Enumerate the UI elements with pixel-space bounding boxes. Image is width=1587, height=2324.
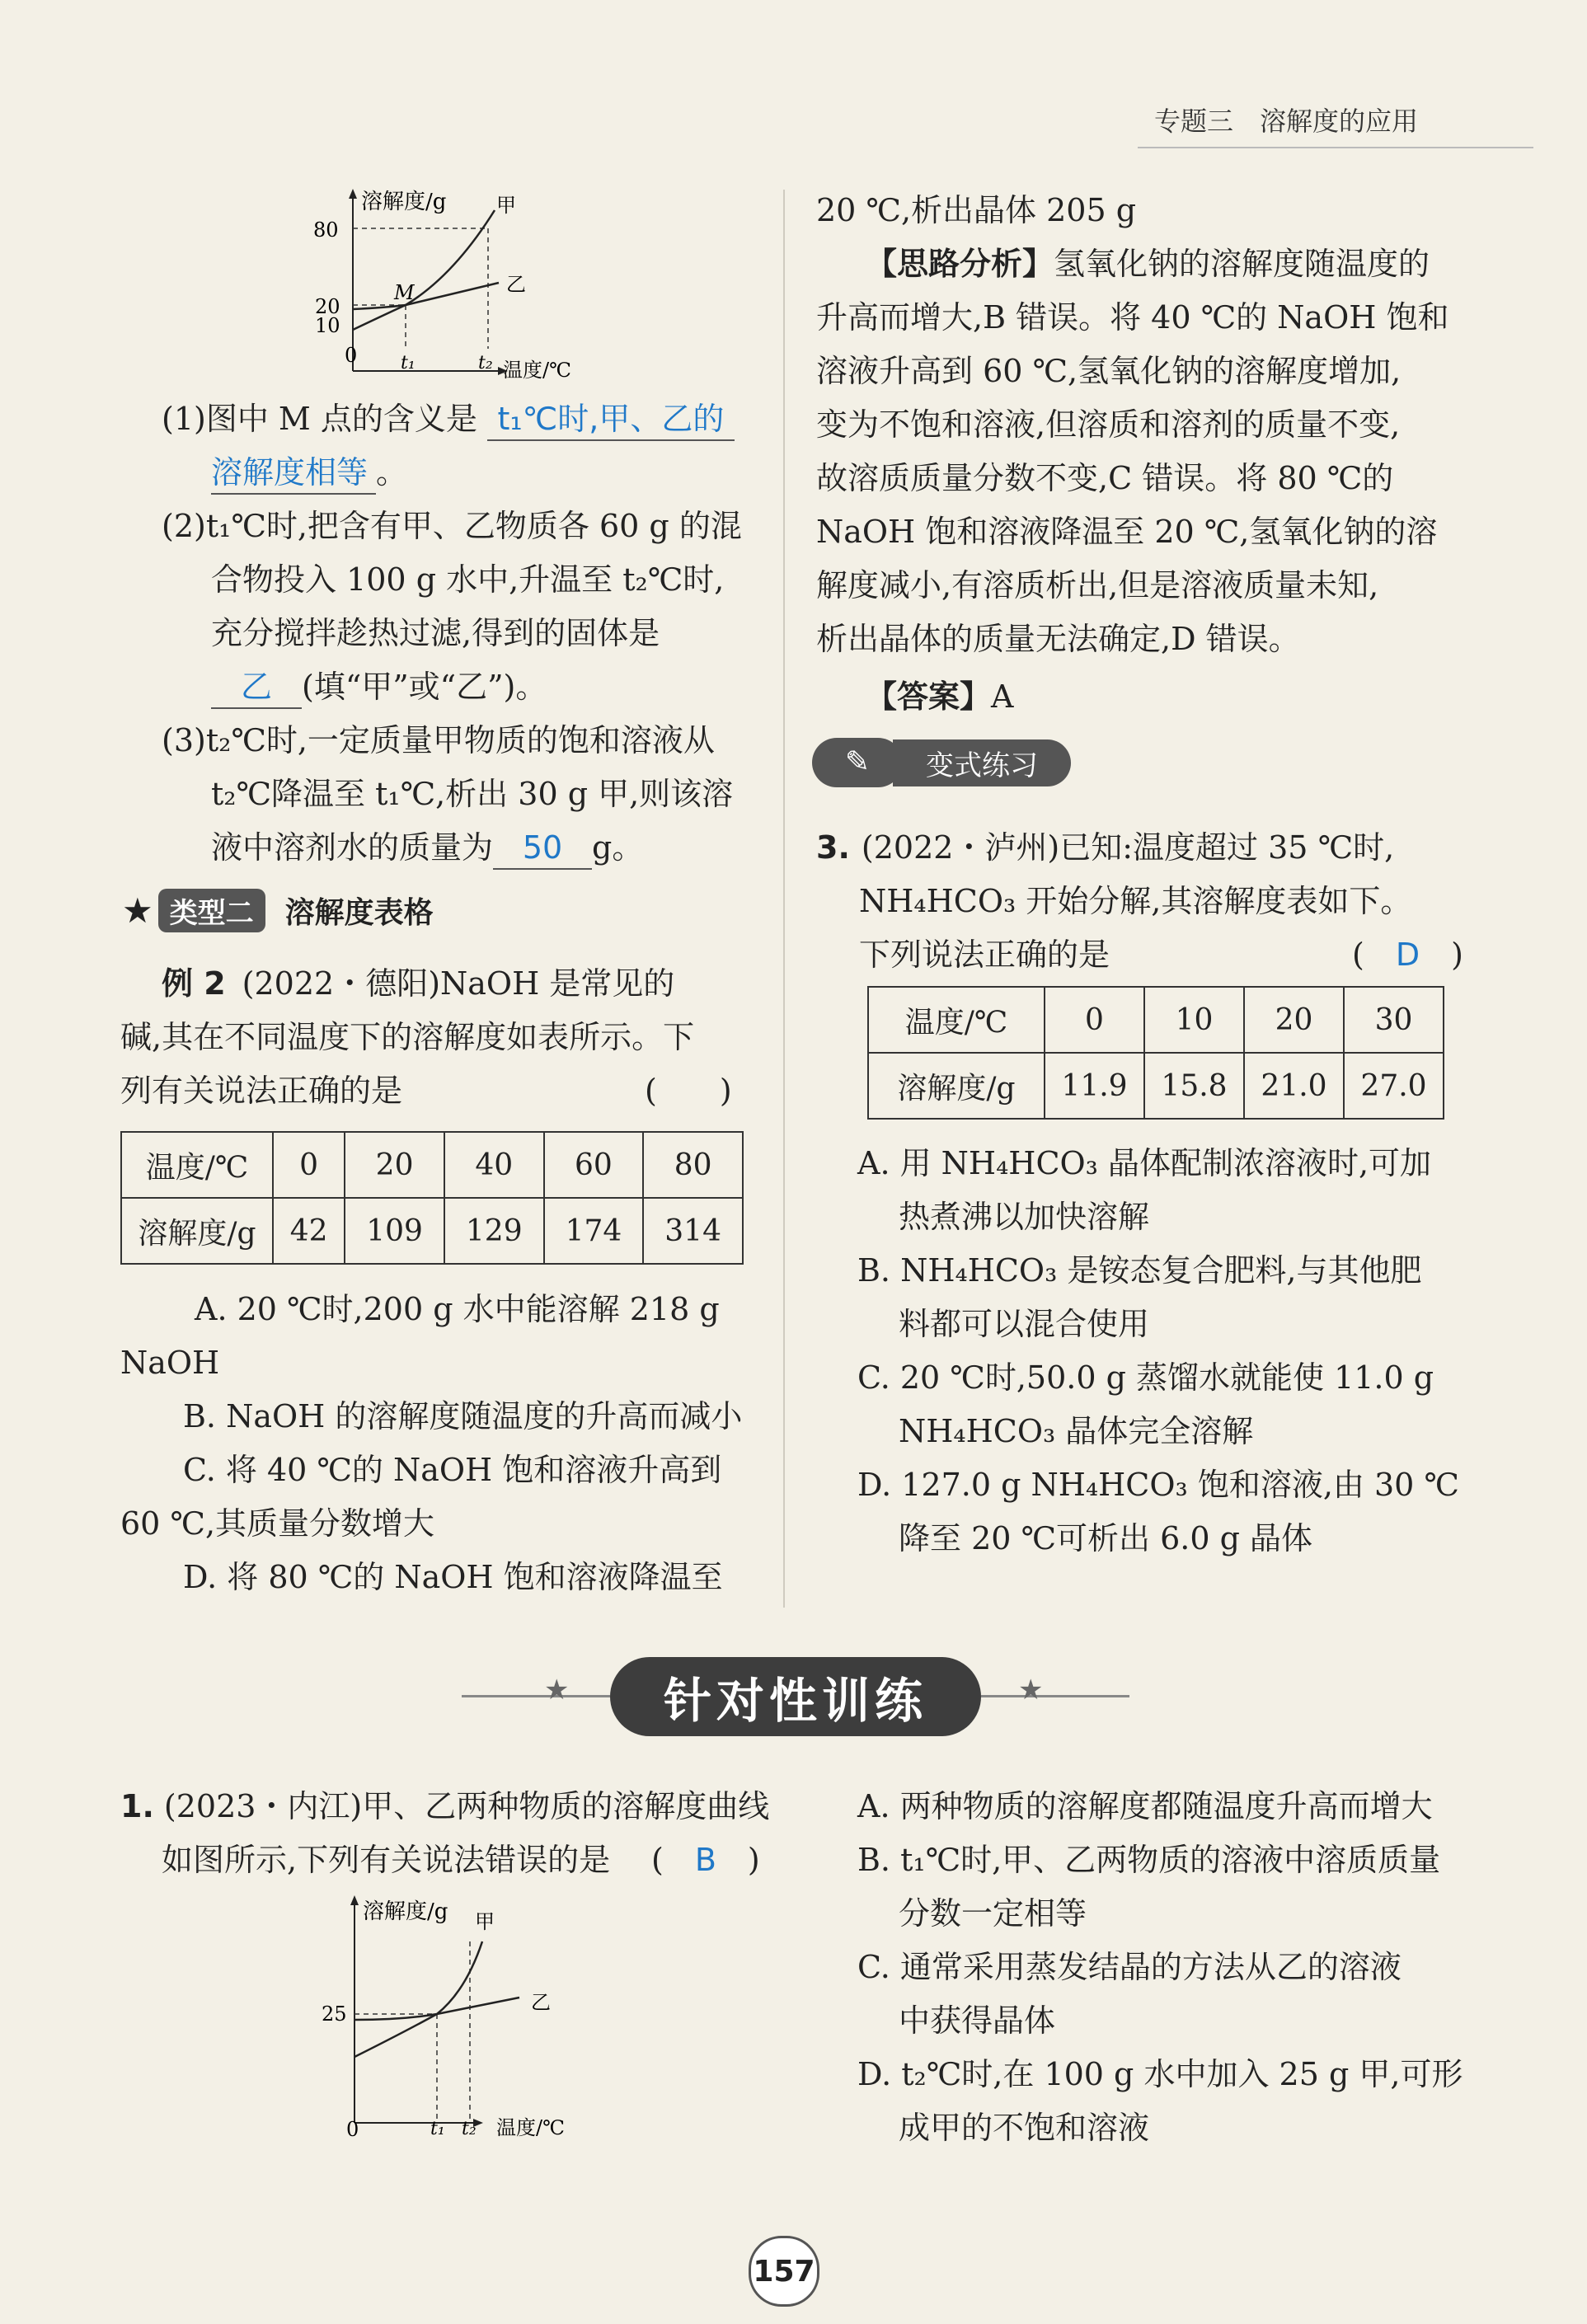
example2-paren: ( ) [645,1073,732,1109]
table-row: 温度/℃ 0 20 40 60 80 [121,1132,743,1198]
origin-label: 0 [345,344,358,367]
banner-rule-right [981,1695,1129,1697]
answer-line [866,669,1013,724]
q3-number: 3. [816,829,850,866]
x-tick-t2: t₂ [462,2119,477,2139]
q1-line: (1)图中 M 点的含义是 t₁℃时,甲、乙的 [162,392,735,446]
analysis-line-4: 变为不饱和溶液,但溶质和溶剂的质量不变, [816,406,1401,443]
analysis-line-5: 故溶质质量分数不变,C 错误。将 80 ℃的 [816,460,1394,496]
q3-option-d-1: D. 127.0 g NH₄HCO₃ 饱和溶液,由 30 ℃ [857,1467,1459,1503]
star-icon: ★ [1018,1674,1044,1707]
example2-option-c-2: 60 ℃,其质量分数增大 [120,1505,435,1542]
label-yi: 乙 [506,273,526,296]
example2-label: 例 2 [162,965,226,1002]
origin-label: 0 [346,2118,359,2141]
q3-option-b-1: B. NH₄HCO₃ 是铵态复合肥料,与其他肥 [857,1252,1422,1289]
q2-line-2: 合物投入 100 g 水中,升温至 t₂℃时, [211,561,725,598]
y-tick-20: 20 [315,295,340,318]
x-tick-t1: t₁ [430,2119,445,2139]
q3-practice-line-1: 3. (2022・泸州)已知:温度超过 35 ℃时, [816,829,1395,866]
q2-answer: 乙 [211,666,302,709]
training-option-d-2: 成甲的不饱和溶液 [899,2110,1150,2146]
analysis-line-8: 析出晶体的质量无法确定,D 错误。 [816,621,1300,657]
q3-option-a-2: 热煮沸以加快溶解 [899,1199,1150,1235]
table-row: 溶解度/g 42 109 129 174 314 [121,1198,743,1264]
q3-option-a-1: A. 用 NH₄HCO₃ 晶体配制浓溶液时,可加 [857,1145,1432,1181]
label-jia: 甲 [496,194,516,217]
analysis-line-7: 解度减小,有溶质析出,但是溶液质量未知, [816,567,1379,603]
answer-value: A [991,678,1014,715]
example2-option-a-2: NaOH [120,1345,220,1381]
y-tick-25: 25 [322,2002,347,2026]
practice-heading [812,738,1071,787]
page-number: 157 [749,2236,819,2307]
q3-line-1: (3)t₂℃时,一定质量甲物质的饱和溶液从 [162,722,715,758]
x-axis-label: 温度/℃ [496,2116,565,2139]
training-q1-number: 1. [120,1788,154,1824]
training-option-b-2: 分数一定相等 [899,1895,1087,1932]
training-q1-line-1: 1. (2023・内江)甲、乙两种物质的溶解度曲线 [120,1788,770,1824]
q3-option-d-2: 降至 20 ℃可析出 6.0 g 晶体 [899,1520,1313,1556]
y-tick-10: 10 [315,314,340,337]
example2-option-d-1: D. 将 80 ℃的 NaOH 饱和溶液降温至 [183,1559,723,1595]
example2-option-c-1: C. 将 40 ℃的 NaOH 饱和溶液升高到 [183,1452,722,1488]
x-axis-label: 温度/℃ [503,359,571,382]
banner-rule-left [462,1695,610,1697]
table-row: 温度/℃ 0 10 20 30 [868,987,1444,1053]
q3-practice-answer: ( D ) [1352,937,1463,973]
nh4hco3-solubility-table [867,986,1444,1120]
q1-answer-b: 溶解度相等 [211,452,376,495]
solubility-chart-1 [305,185,693,387]
type-title: 溶解度表格 [284,896,434,930]
q1-answer-a: t₁℃时,甲、乙的 [487,398,735,441]
label-M: M [394,281,415,304]
book-pencil-icon: ✎ [812,738,903,787]
star-person-icon: ★ [122,890,153,931]
y-tick-80: 80 [313,218,339,242]
q1-line-2: 溶解度相等 。 [211,445,407,500]
q3-line-2: t₂℃降温至 t₁℃,析出 30 g 甲,则该溶 [211,776,734,812]
label-yi: 乙 [531,1991,551,2014]
example2-line-3: 列有关说法正确的是 [120,1073,403,1109]
q3-option-c-1: C. 20 ℃时,50.0 g 蒸馏水就能使 11.0 g [857,1359,1434,1396]
training-q1-line-2: 如图所示,下列有关说法错误的是 [162,1842,611,1878]
q3-option-c-2: NH₄HCO₃ 晶体完全溶解 [899,1413,1254,1449]
q3-line-3: 液中溶剂水的质量为 50 g。 [211,820,643,875]
q3-practice-line-2: NH₄HCO₃ 开始分解,其溶解度表如下。 [859,883,1412,919]
q3-practice-line-3: 下列说法正确的是 [859,937,1110,973]
label-jia: 甲 [475,1910,495,1933]
y-axis-label: 溶解度/g [363,1899,448,1924]
example2-option-b: B. NaOH 的溶解度随温度的升高而减小 [183,1398,743,1434]
q3-option-b-2: 料都可以混合使用 [899,1306,1150,1342]
analysis-line-3: 溶液升高到 60 ℃,氢氧化钠的溶解度增加, [816,353,1402,389]
training-option-c-2: 中获得晶体 [899,2002,1056,2039]
answer-label: 【答案】 [866,678,992,715]
analysis-line-6: NaOH 饱和溶液降温至 20 ℃,氢氧化钠的溶 [816,514,1438,550]
q3-answer: 50 [493,827,592,870]
practice-tag: 变式练习 [893,739,1071,786]
q2-line-4: 乙 (填“甲”或“乙”)。 [211,660,547,714]
example2-option-d-2: 20 ℃,析出晶体 205 g [816,192,1137,228]
y-axis-arrow [350,1895,359,1905]
star-icon: ★ [544,1674,570,1707]
naoh-solubility-table [120,1131,744,1265]
table-row: 溶解度/g 11.9 15.8 21.0 27.0 [868,1053,1444,1119]
solubility-chart-2 [313,1892,618,2148]
type-two-heading [122,889,434,932]
y-axis-arrow [349,189,357,199]
training-option-b-1: B. t₁℃时,甲、乙两物质的溶液中溶质质量 [857,1842,1441,1878]
analysis-label: 【思路分析】 [866,246,1054,282]
type-tag: 类型二 [158,889,265,932]
analysis-line-2: 升高而增大,B 错误。将 40 ℃的 NaOH 饱和 [816,299,1449,336]
training-banner: 针对性训练 [610,1657,981,1736]
training-option-c-1: C. 通常采用蒸发结晶的方法从乙的溶液 [857,1949,1402,1985]
example2-option-a-1: A. 20 ℃时,200 g 水中能溶解 218 g [195,1291,720,1327]
training-option-a: A. 两种物质的溶解度都随温度升高而增大 [857,1788,1433,1824]
y-axis-label: 溶解度/g [361,190,447,214]
example2-line-2: 碱,其在不同温度下的溶解度如表所示。下 [120,1019,695,1055]
example2-line-1: 例 2 (2022・德阳)NaOH 是常见的 [162,965,675,1002]
analysis-line-1: 【思路分析】氢氧化钠的溶解度随温度的 [866,246,1430,282]
q2-line-3: 充分搅拌趁热过滤,得到的固体是 [211,615,660,651]
curve-jia [354,1941,482,2057]
training-q1-answer: ( B ) [651,1842,760,1878]
training-option-d-1: D. t₂℃时,在 100 g 水中加入 25 g 甲,可形 [857,2056,1463,2092]
header-rule [1138,147,1533,148]
x-tick-t1: t₁ [401,353,416,373]
q2-line-1: (2)t₁℃时,把含有甲、乙物质各 60 g 的混 [162,508,742,544]
x-tick-t2: t₂ [478,353,493,373]
header-title: 专题三 溶解度的应用 [1154,106,1419,137]
column-divider [783,190,785,1608]
